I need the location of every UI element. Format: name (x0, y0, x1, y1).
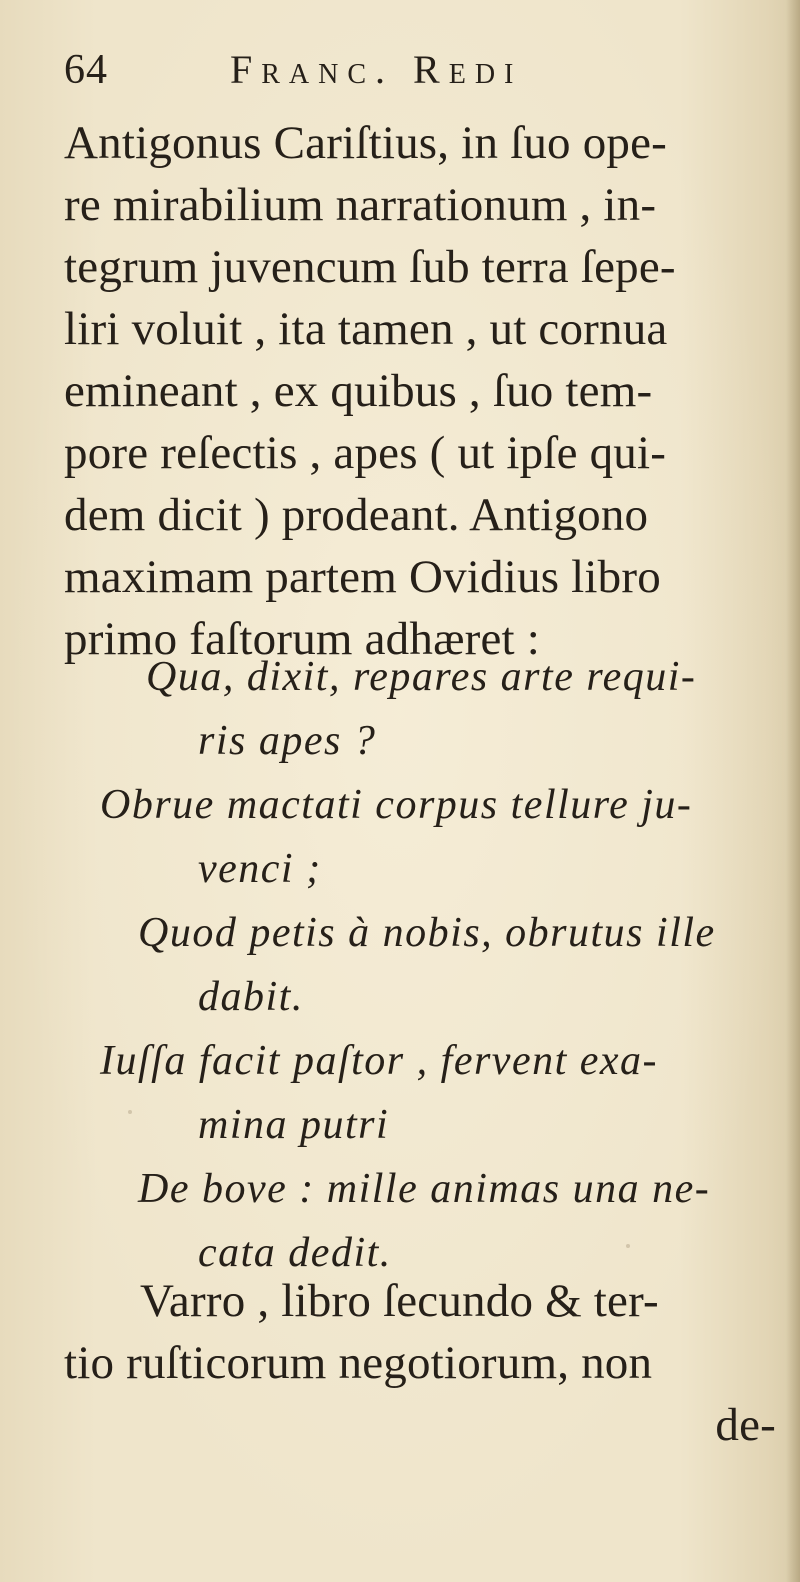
text-line: primo faſtorum adhæret : (64, 613, 540, 665)
text-line: Antigonus Cariſtius, in ſuo ope- (64, 117, 668, 169)
verse-line: venci ; (198, 846, 322, 892)
catchword: de- (715, 1399, 776, 1451)
verse-line: Qua, dixit, repares arte requi- (146, 654, 697, 700)
verse-line: Quod petis à nobis, obrutus ille (138, 910, 716, 956)
verse-quotation (100, 645, 780, 1285)
paper-speck (128, 1110, 132, 1114)
verse-line: dabit. (198, 974, 304, 1020)
text-line: liri voluit , ita tamen , ut cornua (64, 303, 668, 355)
verse-line: cata dedit. (198, 1230, 392, 1276)
text-line: pore reſectis , apes ( ut ipſe qui- (64, 427, 667, 479)
paper-speck (395, 512, 400, 517)
verse-line: mina putri (198, 1102, 390, 1148)
text-line: re mirabilium narrationum , in- (64, 179, 657, 231)
verse-line: De bove : mille animas una ne- (138, 1166, 711, 1212)
page-edge-shadow (786, 0, 800, 1582)
paragraph-1 (64, 112, 776, 670)
page-number: 64 (64, 47, 108, 93)
text-line: tio ruſticorum negotiorum, non (64, 1337, 653, 1389)
verse-line: Obrue mactati corpus tellure ju- (100, 782, 693, 828)
page-header (64, 42, 764, 102)
text-line: maximam partem Ovidius libro (64, 551, 661, 603)
text-line: Varro , libro ſecundo & ter- (140, 1275, 659, 1327)
verse-line: Iuſſa facit paſtor , fervent exa- (100, 1038, 659, 1084)
text-line: dem dicit ) prodeant. Antigono (64, 489, 649, 541)
verse-line: ris apes ? (198, 718, 377, 764)
paper-speck (626, 1244, 630, 1248)
text-line: tegrum juvencum ſub terra ſepe- (64, 241, 676, 293)
text-line: emineant , ex quibus , ſuo tem- (64, 365, 653, 417)
running-head: Franc. Redi (230, 47, 523, 92)
paragraph-2 (64, 1270, 776, 1456)
